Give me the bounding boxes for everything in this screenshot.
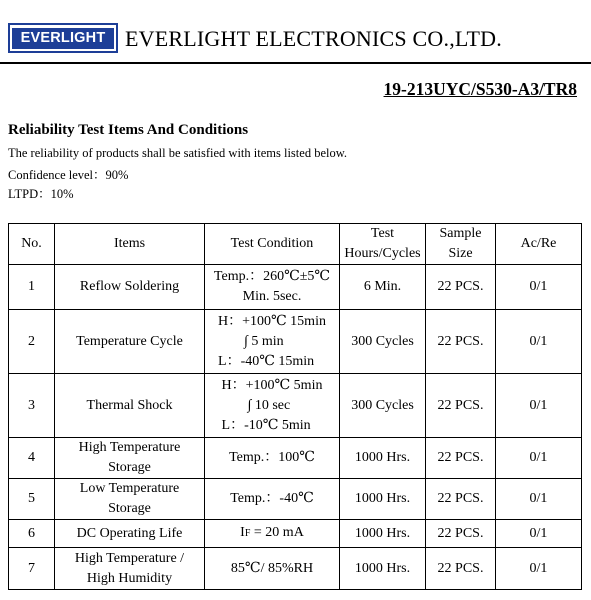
cell-condition (205, 374, 340, 438)
cell-sample: 22 PCS. (426, 520, 496, 548)
condition-line: Temp.：-40℃ (230, 491, 314, 506)
item-line: Thermal Shock (86, 397, 173, 413)
cell-acre: 0/1 (496, 479, 582, 520)
table-header-row (9, 224, 582, 265)
header-hours-line2: Hours/Cycles (344, 246, 421, 261)
cell-item (55, 374, 205, 438)
cell-item (55, 265, 205, 310)
cell-condition (205, 520, 340, 548)
cell-no: 1 (9, 265, 55, 310)
cell-item (55, 520, 205, 548)
cell-acre: 0/1 (496, 438, 582, 479)
cell-sample: 22 PCS. (426, 548, 496, 590)
condition-line: Min. 5sec. (242, 289, 302, 304)
table-row (9, 548, 582, 590)
reliability-table (8, 223, 582, 590)
cell-hours: 1000 Hrs. (340, 479, 426, 520)
section-title: Reliability Test Items And Conditions (8, 122, 249, 138)
header-condition: Test Condition (205, 224, 340, 265)
ltpd: LTPD：10% (8, 187, 74, 201)
cell-acre: 0/1 (496, 310, 582, 374)
cell-item (55, 548, 205, 590)
cell-acre: 0/1 (496, 548, 582, 590)
condition-line: H：+100℃ 5min (221, 377, 323, 393)
cell-sample: 22 PCS. (426, 479, 496, 520)
everlight-logo (8, 23, 118, 53)
cell-acre: 0/1 (496, 374, 582, 438)
intro-text: The reliability of products shall be satisfied with items listed below. (8, 146, 348, 160)
cell-hours: 300 Cycles (340, 374, 426, 438)
table-row (9, 520, 582, 548)
cell-item (55, 438, 205, 479)
cell-no: 3 (9, 374, 55, 438)
cell-no: 2 (9, 310, 55, 374)
header-hours-line1: Test (370, 226, 395, 241)
header-hours (340, 224, 426, 265)
item-line: Reflow Soldering (79, 279, 180, 294)
cell-sample: 22 PCS. (426, 438, 496, 479)
item-line: High Humidity (86, 570, 173, 586)
condition-line: ∫ 5 min (244, 333, 284, 349)
condition-subscript: F (244, 528, 251, 539)
cell-no: 5 (9, 479, 55, 520)
cell-item (55, 310, 205, 374)
cell-condition (205, 479, 340, 520)
cell-sample: 22 PCS. (426, 310, 496, 374)
company-name: EVERLIGHT ELECTRONICS CO.,LTD. (125, 26, 502, 51)
part-number: 19-213UYC/S530-A3/TR8 (383, 79, 577, 99)
cell-hours: 300 Cycles (340, 310, 426, 374)
table-row (9, 310, 582, 374)
header-no: No. (9, 224, 55, 265)
table-row (9, 438, 582, 479)
cell-hours: 1000 Hrs. (340, 438, 426, 479)
cell-sample: 22 PCS. (426, 265, 496, 310)
cell-hours: 1000 Hrs. (340, 520, 426, 548)
table-row (9, 374, 582, 438)
header-divider (0, 62, 591, 64)
condition-symbol: I (240, 525, 245, 540)
header-sample-line2: Size (448, 246, 473, 261)
cell-condition (205, 438, 340, 479)
cell-no: 6 (9, 520, 55, 548)
cell-sample: 22 PCS. (426, 374, 496, 438)
cell-condition (205, 265, 340, 310)
logo-text: EVERLIGHT (12, 28, 114, 49)
condition-line: H：+100℃ 15min (218, 313, 326, 329)
cell-condition (205, 310, 340, 374)
cell-no: 7 (9, 548, 55, 590)
condition-line: ∫ 10 sec (247, 397, 291, 413)
item-line: Temperature Cycle (76, 333, 183, 349)
condition-line: Temp.：260℃±5℃ (213, 269, 331, 284)
cell-hours: 6 Min. (340, 265, 426, 310)
header-items: Items (55, 224, 205, 265)
item-line: High Temperature / (74, 550, 185, 566)
header-acre: Ac/Re (496, 224, 582, 265)
condition-line: Temp.：100℃ (229, 450, 315, 465)
item-line: Storage (108, 501, 151, 516)
condition-line: L：-10℃ 5min (221, 417, 311, 433)
table-row (9, 265, 582, 310)
confidence-level: Confidence level：90% (8, 168, 129, 182)
item-line: Low Temperature (79, 481, 180, 496)
condition-line: L：-40℃ 15min (218, 353, 315, 369)
table-row (9, 479, 582, 520)
cell-item (55, 479, 205, 520)
cell-no: 4 (9, 438, 55, 479)
cell-acre: 0/1 (496, 520, 582, 548)
item-line: High Temperature (78, 440, 181, 455)
condition-line: 85℃/ 85%RH (230, 560, 314, 576)
item-line: DC Operating Life (76, 525, 183, 541)
cell-acre: 0/1 (496, 265, 582, 310)
cell-hours: 1000 Hrs. (340, 548, 426, 590)
item-line: Storage (108, 460, 151, 475)
cell-condition (205, 548, 340, 590)
condition-value: = 20 mA (253, 525, 304, 540)
header-sample-line1: Sample (439, 226, 482, 241)
header-sample (426, 224, 496, 265)
